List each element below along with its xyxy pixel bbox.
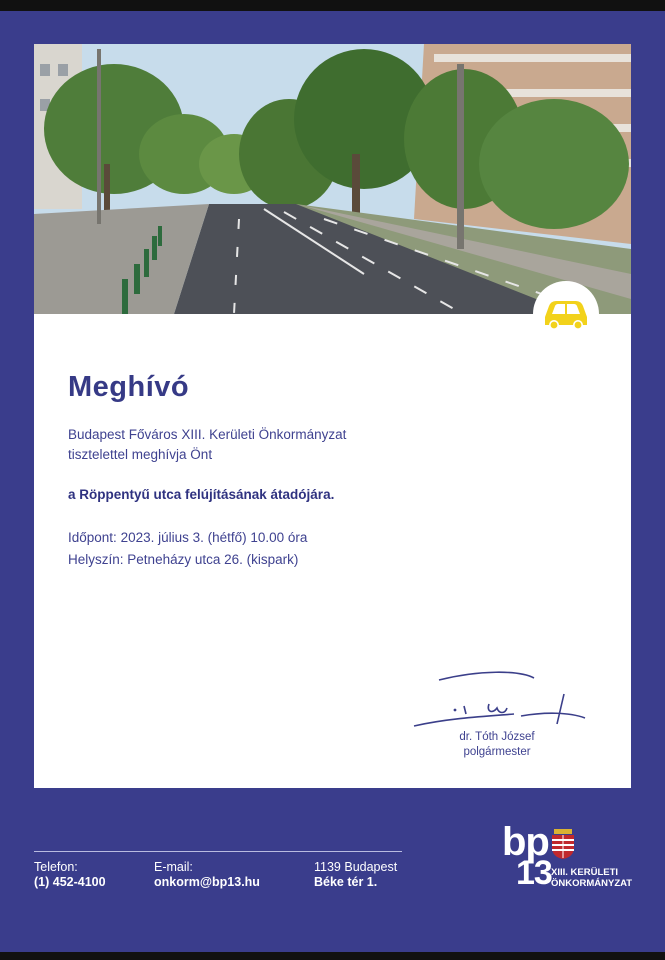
car-icon <box>541 297 591 331</box>
phone-label: Telefon: <box>34 860 78 874</box>
phone-value[interactable]: (1) 452-4100 <box>34 875 106 889</box>
time-row <box>68 528 307 548</box>
address-line-2: Béke tér 1. <box>314 875 378 889</box>
logo-line-1: XIII. KERÜLETI <box>551 867 619 878</box>
coat-of-arms-icon <box>551 829 575 859</box>
signer-title: polgármester <box>463 746 531 758</box>
time-label: Időpont: <box>68 530 117 545</box>
email-label: E-mail: <box>154 860 193 874</box>
address-line-1: 1139 Budapest <box>314 860 398 874</box>
bp13-logo <box>502 820 637 906</box>
footer-address <box>314 860 397 890</box>
footer-phone <box>34 860 106 890</box>
time-value: 2023. július 3. (hétfő) 10.00 óra <box>120 530 308 545</box>
logo-bp: bp <box>502 820 549 864</box>
signer-block <box>414 730 580 760</box>
intro-line-1: Budapest Főváros XIII. Kerületi Önkormányzat <box>68 427 347 442</box>
footer-divider <box>34 851 402 852</box>
street-photo <box>34 44 631 314</box>
top-border <box>0 0 665 11</box>
bottom-border <box>0 952 665 960</box>
place-value: Petneházy utca 26. (kispark) <box>127 552 299 567</box>
logo-number: 13 <box>516 854 552 892</box>
footer-email <box>154 860 260 890</box>
event-description: a Röppentyű utca felújításának átadójára. <box>68 487 335 502</box>
email-value[interactable]: onkorm@bp13.hu <box>154 875 260 889</box>
logo-line-2: ÖNKORMÁNYZAT <box>551 878 633 889</box>
invitation-title: Meghívó <box>68 371 190 403</box>
intro-line-2: tisztelettel meghívja Önt <box>68 447 213 462</box>
logo-text <box>551 867 632 889</box>
signer-name: dr. Tóth József <box>459 731 535 743</box>
car-badge <box>533 281 599 347</box>
place-row <box>68 550 298 570</box>
invitation-card <box>34 314 631 788</box>
signature-drawing <box>409 666 594 732</box>
place-label: Helyszín: <box>68 552 124 567</box>
